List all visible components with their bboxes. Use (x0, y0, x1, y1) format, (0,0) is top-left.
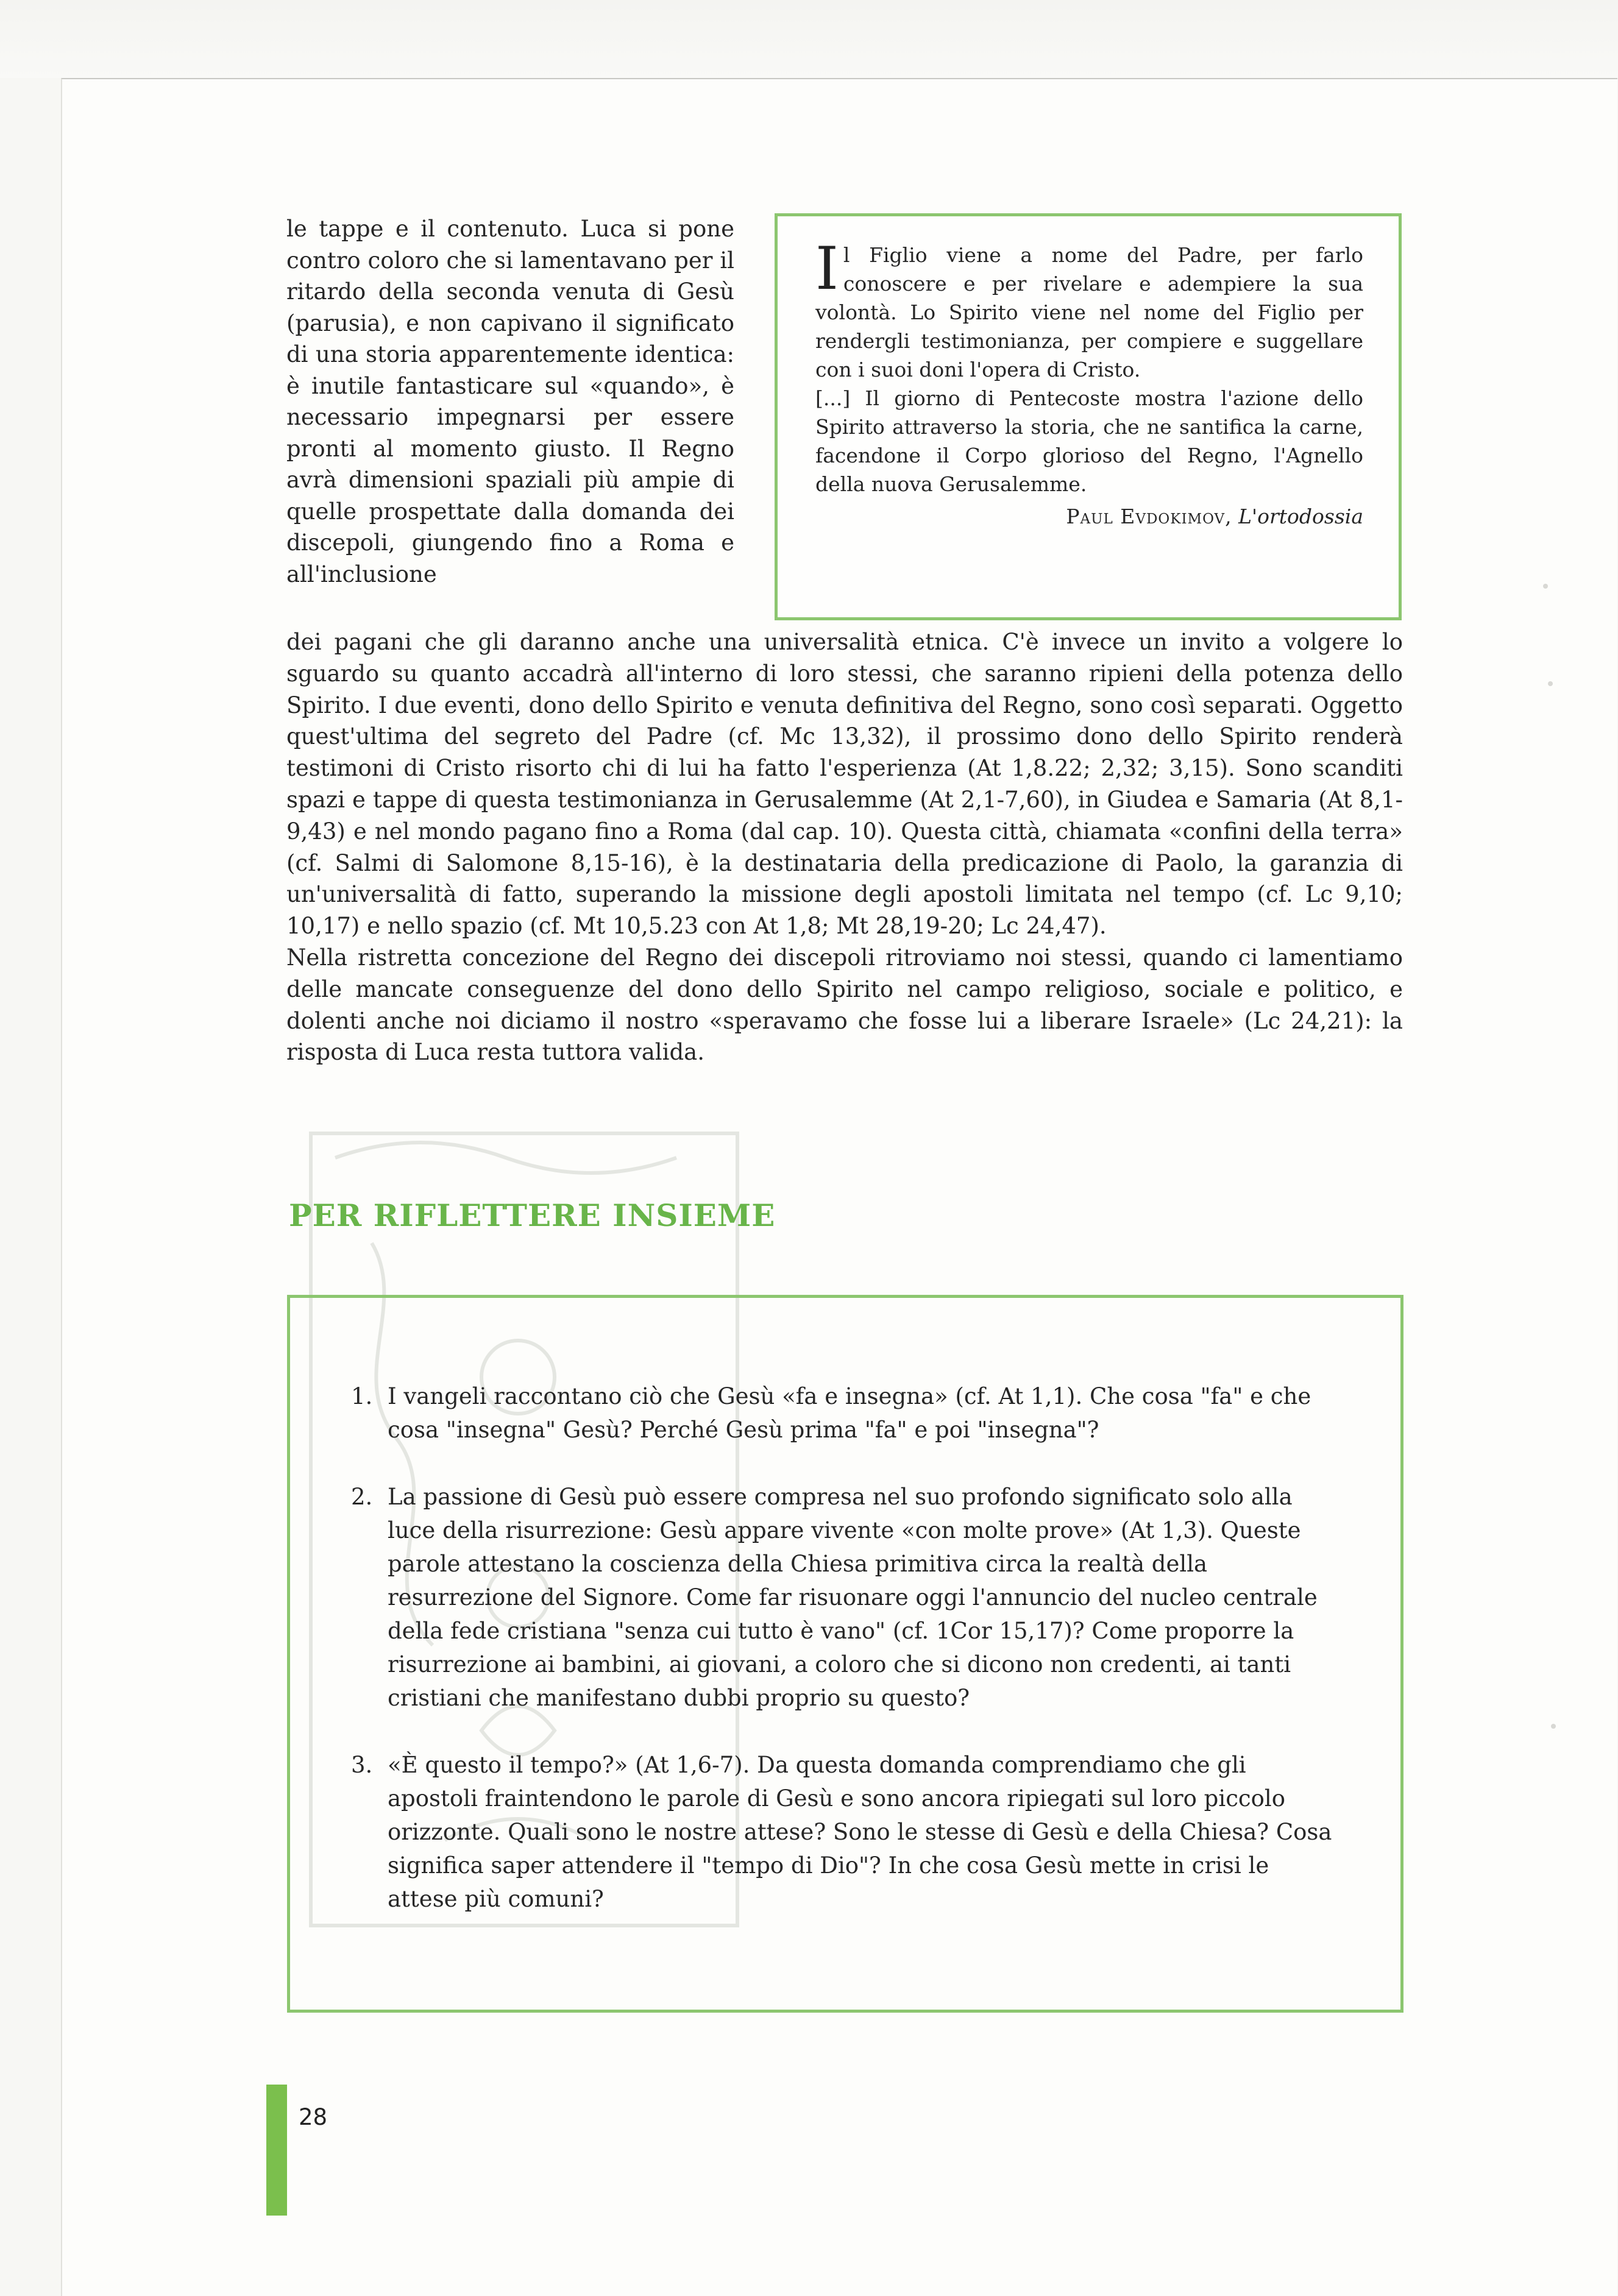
body-paragraph-1: dei pagani che gli daranno anche una universalità etnica. C'è invece un invito a volgere lo sguardo su quanto accadrà all'interno di loro stessi, che saranno ripieni della potenza dello Spirito. I due eventi, dono dello Spirito e venuta definitiva del Regno, sono così separati. Oggetto quest'ultima del segreto del Padre (cf. Mc 13,32), il prossimo dono dello Spirito renderà testimoni di Cristo risorto chi di lui ha fatto l'esperienza (At 1,8.22; 2,32; 3,15). Sono scanditi spazi e tappe di questa testimonianza in Gerusalemme (At 2,1-7,60), in Giudea e Samaria (At 8,1-9,43) e nel mondo pagano fino a Roma (dal cap. 10). Questa città, chiamata «confini della terra» (cf. Salmi di Salomone 8,15-16), è la destinataria della predicazione di Paolo, la garanzia di un'universalità di fatto, superando la missione degli apostoli limitata nel tempo (cf. Lc 9,10; 10,17) e nello spazio (cf. Mt 10,5.23 con At 1,8; Mt 28,19-20; Lc 24,47). (286, 629, 1403, 940)
question-item (351, 1748, 1342, 1916)
scan-speck (1548, 681, 1553, 686)
questions-box (287, 1295, 1403, 2013)
quote-work: L'ortodossia (1238, 505, 1363, 528)
scan-speck (1543, 584, 1548, 589)
quote-attribution (815, 502, 1363, 531)
question-number: 3. (351, 1752, 373, 1778)
question-item (351, 1380, 1342, 1447)
page-number: 28 (299, 2104, 328, 2130)
quote-paragraph-2: [...] Il giorno di Pentecoste mostra l'azione dello Spirito attraverso la storia, che ne santifica la carne, facendone il Corpo glorioso del Regno, l'Agnello della nuova Gerusalemme. (815, 386, 1363, 496)
question-text: I vangeli raccontano ciò che Gesù «fa e insegna» (cf. At 1,1). Che cosa "fa" e che cosa "insegna" Gesù? Perché Gesù prima "fa" e poi "insegna"? (388, 1383, 1311, 1443)
quote-author: Paul Evdokimov, (1066, 505, 1232, 528)
quote-box (775, 213, 1402, 620)
body-paragraph-2: Nella ristretta concezione del Regno dei discepoli ritroviamo noi stessi, quando ci lamentiamo delle mancate conseguenze del dono dello Spirito nel campo religioso, sociale e politico, e dolenti anche noi diciamo il nostro «speravamo che fosse lui a liberare Israele» (Lc 24,21): la risposta di Luca resta tuttora valida. (286, 944, 1403, 1066)
question-number: 2. (351, 1484, 373, 1510)
scan-speck (1551, 1724, 1556, 1729)
question-item (351, 1480, 1342, 1715)
question-text: «È questo il tempo?» (At 1,6-7). Da questa domanda comprendiamo che gli apostoli fraintendono le parole di Gesù e sono ancora ripiegati sul loro piccolo orizzonte. Quali sono le nostre attese? Sono le stesse di Gesù e della Chiesa? Cosa significa saper attendere il "tempo di Dio"? In che cosa Gesù mette in crisi le attese più comuni? (388, 1752, 1332, 1912)
intro-column-paragraph: le tappe e il contenuto. Luca si pone contro coloro che si lamentavano per il ritardo della seconda venuta di Gesù (parusia), e non capivano il significato di una storia apparentemente identica: è inutile fantasticare sul «quando», è necessario impegnarsi per essere pronti al momento giusto. Il Regno avrà dimensioni spaziali più ampie di quelle prospettate dalla domanda dei discepoli, giungendo fino a Roma e all'inclusione (286, 216, 734, 587)
intro-column-text (286, 213, 734, 590)
section-title: PER RIFLETTERE INSIEME (289, 1197, 776, 1233)
quote-paragraph-1: l Figlio viene a nome del Padre, per farlo conoscere e per rivelare e adempiere la sua volontà. Lo Spirito viene nel nome del Figlio per rendergli testimonianza, per compiere e suggellare con i suoi doni l'opera di Cristo. (815, 243, 1363, 381)
scan-top-edge (0, 0, 1618, 78)
question-text: La passione di Gesù può essere compresa nel suo profondo significato solo alla luce della risurrezione: Gesù appare vivente «con molte prove» (At 1,3). Queste parole attestano la coscienza della Chiesa primitiva circa la realtà della resurrezione del Signore. Come far risuonare oggi l'annuncio del nucleo centrale della fede cristiana "senza cui tutto è vano" (cf. 1Cor 15,17)? Come proporre la risurrezione ai bambini, ai giovani, a coloro che si dicono non credenti, ai tanti cristiani che manifestano dubbi proprio su questo? (388, 1484, 1318, 1711)
question-number: 1. (351, 1383, 373, 1409)
questions-list (351, 1380, 1342, 1916)
page-number-bar (266, 2085, 287, 2216)
body-text (286, 626, 1403, 1068)
quote-dropcap: I (815, 235, 839, 303)
